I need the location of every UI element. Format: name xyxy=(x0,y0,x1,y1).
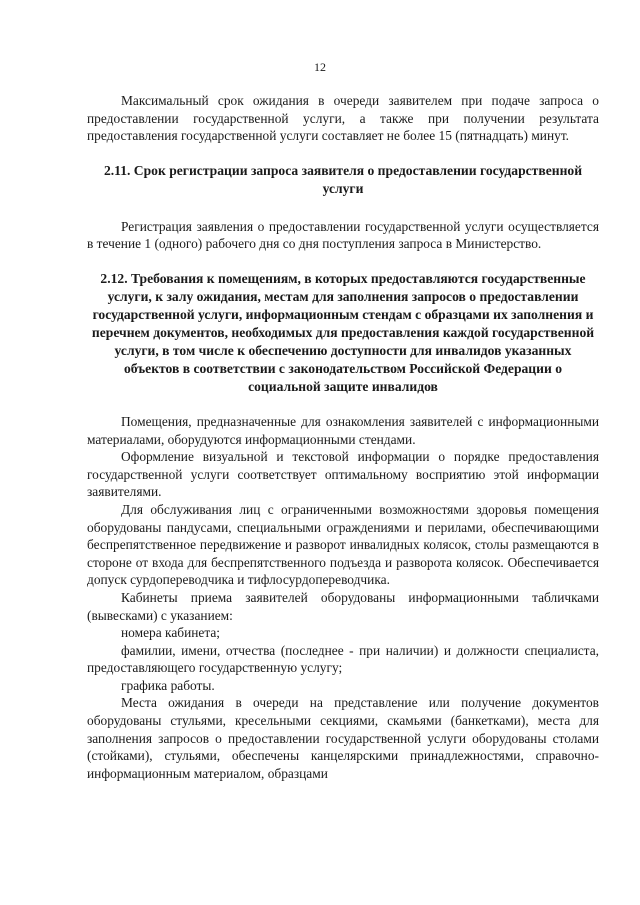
paragraph-registration: Регистрация заявления о предоставлении государственной услуги осуществляется в течение 1 (одного) рабочего дня со дня поступления запроса в Министерство. xyxy=(87,218,599,252)
paragraph-reception-rooms: Кабинеты приема заявителей оборудованы информационными табличками (вывесками) с указанием: xyxy=(87,589,599,623)
list-item-schedule: графика работы. xyxy=(121,677,215,693)
section-heading-2-11: 2.11. Срок регистрации запроса заявителя о предоставлении государственной услуги xyxy=(103,162,583,196)
paragraph-info-stands: Помещения, предназначенные для ознакомления заявителей с информационными материалами, оборудуются информационными стендами. xyxy=(87,413,599,447)
page-content xyxy=(87,92,599,782)
paragraph-accessibility: Для обслуживания лиц с ограниченными возможностями здоровья помещения оборудованы пандусами, специальными ограждениями и перилами, обеспечивающими беспрепятственное передвижение и разворот инвалидных колясок, столы размещаются в стороне от входа для беспрепятственного подъезда и разворота колясок. Обеспечивается допуск сурдопереводчика и тифлосурдопереводчика. xyxy=(87,501,599,588)
page-number: 12 xyxy=(314,60,326,74)
paragraph-waiting-places: Места ожидания в очереди на представление или получение документов оборудованы стульями, кресельными секциями, скамьями (банкетками), места для заполнения запросов о предоставлении государственной услуги оборудованы столами (стойками), стульями, обеспечены канцелярскими принадлежностями, справочно-информационным материалом, образцами xyxy=(87,695,599,781)
section-heading-2-12: 2.12. Требования к помещениям, в которых предоставляются государственные услуги, к залу ожидания, местам для заполнения запросов о предоставлении государственной услуги, информационным стендам с образцами их заполнения и перечнем документов, необходимых для предоставления каждой государственной услуги, в том числе к обеспечению доступности для инвалидов указанных объектов в соответствии с законодательством Российской Федерации о социальной защите инвалидов xyxy=(91,270,595,394)
list-item-room-number: номера кабинета; xyxy=(121,625,221,641)
paragraph-visual-info: Оформление визуальной и текстовой информации о порядке предоставления государственной услуги соответствует оптимальному восприятию этой информации заявителями. xyxy=(87,449,599,500)
paragraph-max-wait-time: Максимальный срок ожидания в очереди заявителем при подаче запроса о предоставлении государственной услуги, а также при получении результата предоставления государственной услуги составляет не более 15 (пятнадцать) минут. xyxy=(87,93,599,144)
list-item-specialist-name: фамилии, имени, отчества (последнее - при наличии) и должности специалиста, предоставляющего государственную услугу; xyxy=(87,642,599,676)
